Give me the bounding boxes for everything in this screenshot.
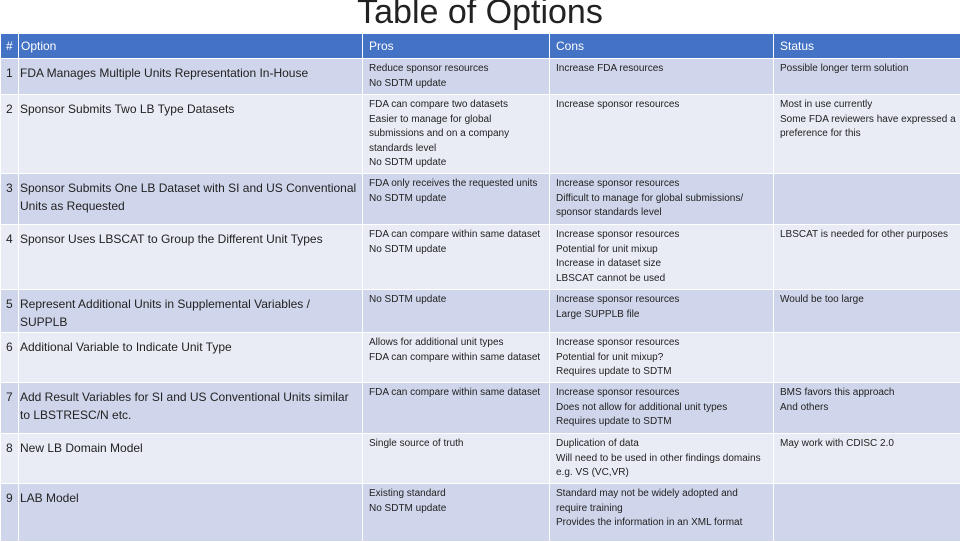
cons-cell [550,95,774,174]
pros-line: No SDTM update [369,293,545,308]
cons-cell [550,225,774,290]
cons-line: Increase sponsor resources [556,228,769,243]
row-number: 7 [1,383,19,434]
cons-line: Requires update to SDTM [556,365,769,380]
option-cell: Add Result Variables for SI and US Conventional Units similar to LBSTRESC/N etc. [19,383,363,434]
header-cons: Cons [550,34,774,59]
pros-cell [363,484,550,542]
status-line: Some FDA reviewers have expressed a preference for this [780,113,956,142]
pros-line: FDA can compare within same dataset [369,228,545,243]
row-number: 8 [1,434,19,484]
pros-cell [363,174,550,225]
cons-cell [550,484,774,542]
option-cell: Sponsor Submits One LB Dataset with SI and US Conventional Units as Requested [19,174,363,225]
status-cell [774,434,960,484]
option-cell: Sponsor Uses LBSCAT to Group the Different Unit Types [19,225,363,290]
table-row [1,225,960,290]
row-number: 2 [1,95,19,174]
cons-line: Does not allow for additional unit types [556,401,769,416]
cons-line: Increase sponsor resources [556,177,769,192]
table-row [1,484,960,542]
status-cell [774,290,960,333]
status-line: BMS favors this approach [780,386,956,401]
table-row [1,383,960,434]
cons-line: Increase FDA resources [556,62,769,77]
cons-line: Increase in dataset size [556,257,769,272]
cons-line: Provides the information in an XML format [556,516,769,531]
option-cell: Additional Variable to Indicate Unit Type [19,333,363,383]
pros-line: Existing standard [369,487,545,502]
table-row [1,290,960,333]
pros-line: Allows for additional unit types [369,336,545,351]
cons-line: Standard may not be widely adopted and require training [556,487,769,516]
cons-cell [550,59,774,95]
option-cell: Represent Additional Units in Supplemental Variables / SUPPLB [19,290,363,333]
pros-cell [363,95,550,174]
option-cell: LAB Model [19,484,363,542]
status-cell [774,333,960,383]
pros-line: FDA can compare within same dataset [369,351,545,366]
header-option: Option [19,34,363,59]
pros-line: Single source of truth [369,437,545,452]
table-row [1,174,960,225]
cons-cell [550,333,774,383]
pros-line: Reduce sponsor resources [369,62,545,77]
table-row [1,95,960,174]
status-cell [774,225,960,290]
header-pros: Pros [363,34,550,59]
cons-cell [550,383,774,434]
row-number: 1 [1,59,19,95]
pros-cell [363,290,550,333]
pros-cell [363,225,550,290]
cons-line: Increase sponsor resources [556,293,769,308]
table-row [1,333,960,383]
option-cell: FDA Manages Multiple Units Representation In-House [19,59,363,95]
pros-line: No SDTM update [369,243,545,258]
pros-line: No SDTM update [369,156,545,171]
cons-line: Requires update to SDTM [556,415,769,430]
status-line: And others [780,401,956,416]
cons-line: Increase sponsor resources [556,98,769,113]
cons-line: Will need to be used in other findings domains e.g. VS (VC,VR) [556,452,769,481]
status-cell [774,174,960,225]
pros-line: No SDTM update [369,77,545,92]
pros-line: FDA only receives the requested units [369,177,545,192]
cons-cell [550,290,774,333]
pros-cell [363,434,550,484]
row-number: 6 [1,333,19,383]
pros-cell [363,59,550,95]
pros-cell [363,333,550,383]
table-row [1,434,960,484]
status-cell [774,95,960,174]
option-cell: Sponsor Submits Two LB Type Datasets [19,95,363,174]
status-line: Possible longer term solution [780,62,956,77]
cons-line: Difficult to manage for global submissions/ sponsor standards level [556,192,769,221]
pros-line: FDA can compare within same dataset [369,386,545,401]
cons-cell [550,174,774,225]
row-number: 5 [1,290,19,333]
status-cell [774,484,960,542]
row-number: 4 [1,225,19,290]
pros-cell [363,383,550,434]
cons-line: Increase sponsor resources [556,336,769,351]
cons-line: Potential for unit mixup [556,243,769,258]
pros-line: No SDTM update [369,502,545,517]
status-cell [774,383,960,434]
pros-line: No SDTM update [369,192,545,207]
options-table [0,33,960,542]
pros-line: Easier to manage for global submissions and on a company standards level [369,113,545,157]
header-num: # [1,34,19,59]
row-number: 3 [1,174,19,225]
cons-line: LBSCAT cannot be used [556,272,769,287]
status-line: Most in use currently [780,98,956,113]
pros-line: FDA can compare two datasets [369,98,545,113]
status-line: LBSCAT is needed for other purposes [780,228,956,243]
header-status: Status [774,34,960,59]
page-title: Table of Options [0,0,960,32]
status-line: Would be too large [780,293,956,308]
cons-cell [550,434,774,484]
option-cell: New LB Domain Model [19,434,363,484]
table-header-row [1,34,960,59]
cons-line: Large SUPPLB file [556,308,769,323]
status-cell [774,59,960,95]
table-body [1,59,960,542]
cons-line: Duplication of data [556,437,769,452]
cons-line: Increase sponsor resources [556,386,769,401]
table-row [1,59,960,95]
row-number: 9 [1,484,19,542]
status-line: May work with CDISC 2.0 [780,437,956,452]
cons-line: Potential for unit mixup? [556,351,769,366]
